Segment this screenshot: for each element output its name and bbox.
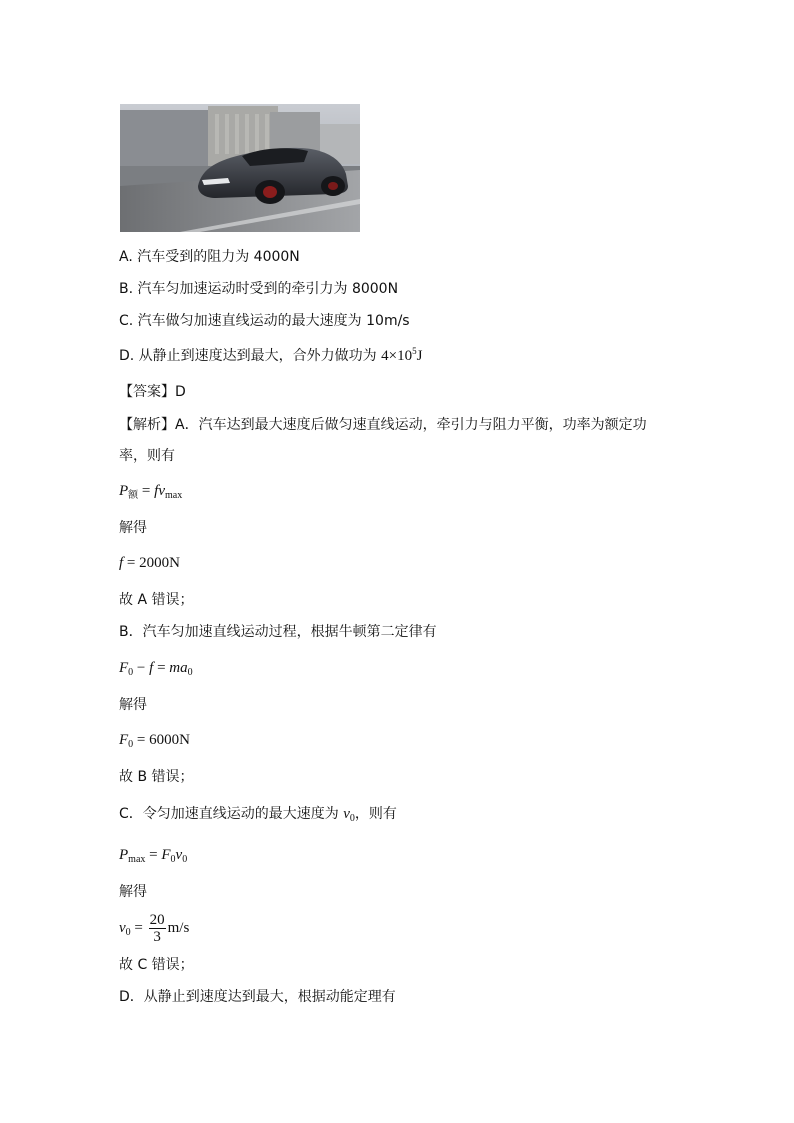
car-photo (120, 104, 360, 232)
analysis-label: 【解析】 (119, 417, 175, 433)
conclusion-b: 故 B 错误； (119, 769, 194, 785)
conclusion-a: 故 A 错误； (119, 592, 194, 608)
equation-power-rated: $P_额 = fv_{max}$ (119, 483, 183, 501)
solve-label-1: 解得 (119, 520, 147, 536)
option-d-value: $4\times 10^5J$ (381, 346, 423, 364)
equation-power-max: $P_{max} = F_0v_0$ (119, 847, 188, 865)
option-b: B. 汽车匀加速运动时受到的牵引力为 8000N (119, 281, 399, 297)
analysis-d-line: D．从静止到速度达到最大，根据动能定理有 (119, 989, 396, 1005)
answer-line (119, 382, 186, 402)
analysis-a-line1: 【解析】A．汽车达到最大速度后做匀速直线运动，牵引力与阻力平衡，功率为额定功 (119, 417, 647, 433)
equation-newton: $F_0 - f = ma_0$ (119, 660, 193, 678)
option-a: A. 汽车受到的阻力为 4000N (119, 249, 300, 265)
option-d-text: D. 从静止到速度达到最大，合外力做功为 (119, 348, 377, 364)
solve-label-3: 解得 (119, 884, 147, 900)
conclusion-c: 故 C 错误； (119, 957, 194, 973)
analysis-a-line2: 率，则有 (119, 448, 175, 464)
answer-label: 【答案】 (119, 384, 175, 400)
option-c: C. 汽车做匀加速直线运动的最大速度为 10m/s (119, 313, 410, 329)
equation-traction: $F_0 = 6000N$ (119, 732, 190, 750)
analysis-b-line: B．汽车匀加速直线运动过程，根据牛顿第二定律有 (119, 624, 437, 640)
equation-friction: f = 2000N (119, 555, 180, 571)
equation-velocity: $v_0$ = $\frac{20}{3}$ m/s (119, 912, 190, 945)
option-d (119, 346, 422, 366)
fraction: $\frac{20}{3}$ (149, 912, 165, 945)
analysis-c-line: C．令匀加速直线运动的最大速度为 $v_0$，则有 (119, 806, 397, 824)
solve-label-2: 解得 (119, 697, 147, 713)
answer-value: D (175, 384, 186, 400)
